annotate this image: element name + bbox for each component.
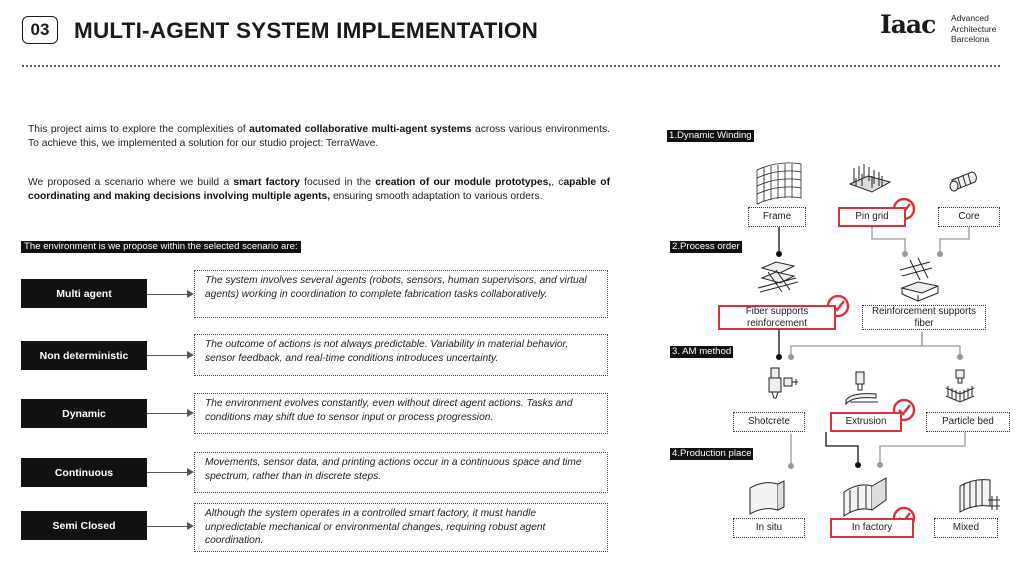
agent-label-non-deterministic: Non deterministic — [21, 341, 147, 370]
step-label-am-method: 3. AM method — [672, 346, 732, 357]
option-in-situ: In situ — [733, 518, 805, 538]
intro-paragraph-2 — [28, 176, 610, 203]
logo-line-1: Advanced — [951, 13, 989, 23]
arrow-head-icon — [187, 522, 194, 530]
core-cylinder-icon — [950, 172, 976, 191]
mixed-wall-icon — [960, 480, 1000, 512]
frame-mesh-icon — [757, 163, 801, 204]
intro-paragraph-1 — [28, 123, 610, 150]
arrow-line — [147, 413, 187, 414]
header-divider — [22, 65, 1000, 67]
logo-line-3: Barcelona — [951, 34, 990, 44]
step-label-production-place: 4.Production place — [672, 448, 752, 459]
agent-description-semi-closed: Although the system operates in a controlled smart factory, it must handle unpredictable mechanical or environmental changes, requiring robust agent coordination. — [194, 503, 608, 552]
agent-description-continuous: Movements, sensor data, and printing actions occur in a continuous space and time spectrum, rather than in discrete steps. — [194, 452, 608, 493]
p2-e: ensuring smooth adaptation to various orders. — [330, 190, 543, 202]
p1-post: across various environments. To achieve this, we implemented a solution for our studio project: TerraWave. — [28, 124, 610, 149]
p1-pre: This project aims to explore the complexities of — [28, 124, 250, 135]
p1-bold: automated collaborative multi-agent systems — [249, 124, 472, 135]
step-label-dynamic-winding: 1.Dynamic Winding — [669, 130, 752, 141]
extrusion-nozzle-icon — [846, 372, 878, 404]
arrow-head-icon — [187, 290, 194, 298]
reinforcement-layer-icon — [900, 258, 938, 301]
logo-caption — [951, 13, 996, 45]
option-particle-bed: Particle bed — [926, 412, 1010, 432]
option-pin-grid: Pin grid — [838, 207, 906, 227]
agent-label-continuous: Continuous — [21, 458, 147, 487]
p2-b1: smart factory — [233, 177, 300, 188]
step-label-process-order: 2.Process order — [672, 241, 740, 252]
option-mixed: Mixed — [934, 518, 998, 538]
iaac-logo: Iaac — [880, 10, 936, 39]
p2-b3: apable of coordinating and making decisions involving multiple agents, — [28, 177, 611, 202]
option-core: Core — [938, 207, 1000, 227]
agent-description-non-deterministic: The outcome of actions is not always predictable. Variability in material behavior, sensor feedback, and real-time conditions introduces uncertainty. — [194, 334, 608, 376]
pin-grid-icon — [850, 164, 890, 192]
arrow-line — [147, 355, 187, 356]
particle-bed-icon — [946, 370, 974, 402]
option-reinforcement-supports-fiber: Reinforcement supports fiber — [862, 305, 986, 330]
in-situ-wall-icon — [750, 481, 784, 514]
p2-d: , c — [551, 177, 564, 188]
fiber-layer-icon — [758, 262, 798, 292]
arrow-line — [147, 294, 187, 295]
process-diagram — [660, 120, 1010, 550]
logo-line-2: Architecture — [951, 23, 997, 34]
option-extrusion: Extrusion — [830, 412, 902, 432]
section-number-badge: 03 — [22, 16, 58, 44]
option-in-factory: In factory — [830, 518, 914, 538]
arrow-line — [147, 526, 187, 527]
p2-b2: creation of our module prototypes, — [375, 177, 552, 188]
p2-a: We proposed a scenario where we build a — [28, 177, 234, 188]
agent-label-dynamic: Dynamic — [21, 399, 147, 428]
option-fiber-supports-reinforcement: Fiber supports reinforcement — [718, 305, 836, 330]
option-frame: Frame — [748, 207, 806, 227]
agent-description-multi-agent: The system involves several agents (robots, sensors, human supervisors, and virtual agents) working in coordination to complete fabrication tasks collaboratively. — [194, 270, 608, 318]
environment-heading: The environment is we propose within the selected scenario are: — [21, 241, 301, 253]
arrow-head-icon — [187, 409, 194, 417]
agent-label-semi-closed: Semi Closed — [21, 511, 147, 540]
arrow-line — [147, 472, 187, 473]
agent-description-dynamic: The environment evolves constantly, even without direct agent actions. Tasks and conditions may shift due to sensor input or process progression. — [194, 393, 608, 434]
arrow-head-icon — [187, 468, 194, 476]
page-title: MULTI-AGENT SYSTEM IMPLEMENTATION — [74, 18, 539, 43]
shotcrete-nozzle-icon — [769, 368, 798, 398]
in-factory-wall-icon — [844, 478, 886, 516]
p2-c: focused in the — [299, 177, 376, 188]
agent-label-multi-agent: Multi agent — [21, 279, 147, 308]
arrow-head-icon — [187, 351, 194, 359]
option-shotcrete: Shotcrete — [733, 412, 805, 432]
